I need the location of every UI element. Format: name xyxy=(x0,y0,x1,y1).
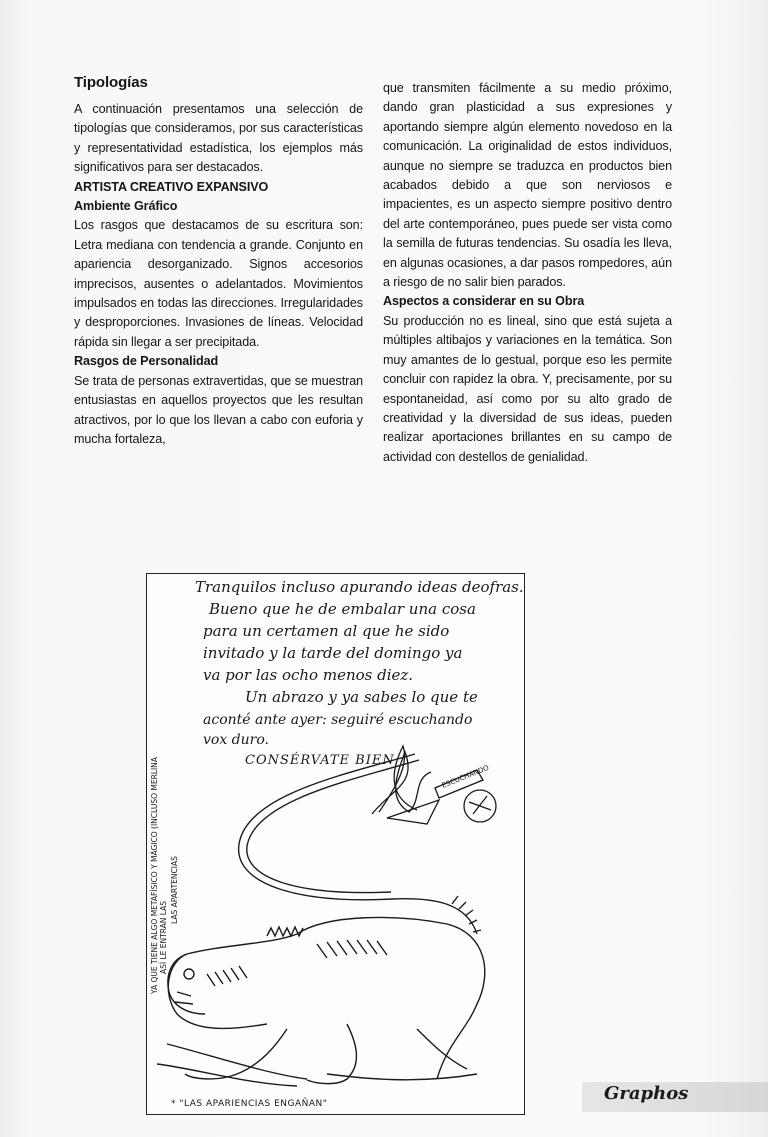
signature-stamp: ESCUCHANDO xyxy=(440,763,491,790)
continuation-paragraph: que transmiten fácilmente a su medio próximo, dando gran plasticidad a sus expresiones y aportando siempre algún elemento novedoso en la comunicación. La originalidad de estos individuos, aunque no siempre se traduzca en productos bien acabados debido a que son nerviosos e impacientes, es un aspecto siempre positivo dentro del arte contemporáneo, pues puede ser vista como la semilla de futuras tendencias. Su osadía les lleva, en algunas ocasiones, a dar pasos rompedores, aún a riesgo de no salir bien parados. xyxy=(383,81,672,290)
creature-drawing xyxy=(157,754,485,1086)
rasgos-paragraph: Se trata de personas extravertidas, que se muestran entusiastas en aquellos proyectos que les resultan atractivos, por lo que los llevan a cabo con euforia y mucha fortaleza, xyxy=(74,373,363,446)
aspectos-paragraph: Su producción no es lineal, sino que está sujeta a múltiples altibajos y variaciones en la temática. Son muy amantes de lo gestual, porque eso les permite concluir con rapidez la obra. Y, precisamente, por su espontaneidad, así como por su alto grado de creatividad y la diversidad de sus ideas, pueden realizar aportaciones brillantes en su campo de actividad con destellos de genialidad. xyxy=(383,313,672,464)
brand-logo: Graphos xyxy=(604,1083,689,1104)
footnote: * "LAS APARIENCIAS ENGAÑAN" xyxy=(171,1099,328,1109)
type-heading: ARTISTA CREATIVO EXPANSIVO xyxy=(74,179,269,194)
letter-drawing xyxy=(147,574,524,1114)
side-note-line: ASÍ LE ENTRAN LAS xyxy=(159,901,168,974)
manuscript-line: aconté ante ayer: seguiré escuchando xyxy=(203,712,473,728)
manuscript-line: vox duro. xyxy=(203,732,269,748)
manuscript-line: Tranquilos incluso apurando ideas deofras. xyxy=(195,578,524,596)
manuscript-line: Bueno que he de embalar una cosa xyxy=(209,600,476,618)
manuscript-line: para un certamen al que he sido xyxy=(203,622,450,640)
manuscript-line: va por las ocho menos diez. xyxy=(203,666,414,684)
left-column xyxy=(74,74,363,449)
intro-paragraph: A continuación presentamos una selección de tipologías que consideramos, por sus características y representatividad estadística, los ejemplos más significativos para ser destacados. xyxy=(74,102,363,175)
ambiente-heading: Ambiente Gráfico xyxy=(74,199,178,214)
manuscript-signoff: CONSÉRVATE BIEN xyxy=(245,753,395,768)
handwritten-letter-figure xyxy=(146,573,525,1115)
side-note-line: YA QUE TIENE ALGO METAFÍSICO Y MÁGICO (INCLUSO MERLINA xyxy=(150,757,159,994)
rasgos-heading: Rasgos de Personalidad xyxy=(74,354,219,369)
manuscript-line: invitado y la tarde del domingo ya xyxy=(203,644,463,662)
right-column xyxy=(383,79,672,467)
ambiente-paragraph: Los rasgos que destacamos de su escritura son: Letra mediana con tendencia a grande. Conjunto en apariencia desorganizado. Signos accesorios imprecisos, ausentes o adelantados. Movimientos impulsados en todas las direcciones. Irregularidades y desproporciones. Invasiones de líneas. Velocidad rápida sin llegar a ser precipitada. xyxy=(74,218,363,349)
aspectos-heading: Aspectos a considerar en su Obra xyxy=(383,294,585,309)
side-note-line: LAS APARTENCIAS xyxy=(170,856,179,924)
manuscript-line: Un abrazo y ya sabes lo que te xyxy=(245,688,478,706)
section-title: Tipologías xyxy=(74,74,148,91)
